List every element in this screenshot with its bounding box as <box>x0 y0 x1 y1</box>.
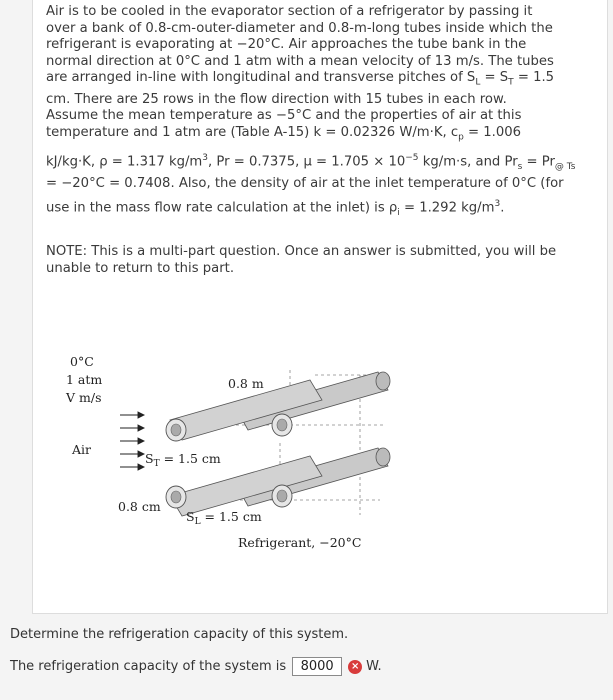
problem-line: use in the mass flow rate calculation at the inlet) is $\rho_i = 1.292$ $kg/m^3$. <box>46 199 505 219</box>
problem-line: Air is to be cooled in the evaporator section of a refrigerator by passing it <box>46 4 533 19</box>
answer-row <box>10 657 382 676</box>
problem-line: refrigerant is evaporating at −20°C. Air approaches the tube bank in the <box>46 37 527 53</box>
problem-line: temperature and 1 atm are (Table A-15) k = 0.02326 W/m·K, $c_p = 1.006$ <box>46 124 522 143</box>
air-label: Air <box>72 442 92 457</box>
tube-length-label: 0.8 m <box>228 376 264 391</box>
refrigerant-label: Refrigerant, −20°C <box>238 535 362 550</box>
inlet-pressure-label: 1 atm <box>66 372 103 387</box>
problem-statement <box>46 4 591 222</box>
inlet-velocity-label: V m/s <box>66 390 102 405</box>
diameter-label: 0.8 cm <box>118 499 161 514</box>
multi-part-note: NOTE: This is a multi-part question. Once an answer is submitted, you will be unable to return to this part. <box>46 244 557 276</box>
problem-line: over a bank of 0.8-cm-outer-diameter and 0.8-m-long tubes inside which the <box>46 20 553 36</box>
problem-line: = −20°C = 0.7408. Also, the density of air at the inlet temperature of 0°C (for <box>46 175 564 191</box>
question-prompt: Determine the refrigeration capacity of this system. <box>10 627 349 642</box>
problem-line: normal direction at 0°C and 1 atm with a mean velocity of 13 m/s. The tubes <box>46 53 554 69</box>
problem-line: cm. There are 25 rows in the flow direction with 15 tubes in each row. <box>46 91 507 107</box>
transverse-pitch-label: $S_T = 1.5$ cm <box>145 451 221 469</box>
problem-line: kJ/kg·K, ρ = 1.317 $kg/m^3$, Pr = 0.7375, $\mu = 1.705 \times 10^{-5}$ kg/m·s, and $Pr_s = Pr_{@ Ts}$ <box>46 153 576 173</box>
answer-prefix: The refrigeration capacity of the system is <box>10 659 287 674</box>
air-arrows <box>120 412 144 470</box>
tube-bank-figure <box>60 350 480 570</box>
problem-line: are arranged in-line with longitudinal and transverse pitches of $S_L = S_T = 1.5$ <box>46 70 555 89</box>
answer-unit: W. <box>366 659 382 674</box>
problem-line: Assume the mean temperature as −5°C and the properties of air at this <box>46 108 522 124</box>
answer-input[interactable]: 8000 <box>292 657 342 676</box>
longitudinal-pitch-label: $S_L = 1.5$ cm <box>186 509 262 527</box>
incorrect-icon: × <box>348 660 362 674</box>
inlet-temp-label: 0°C <box>70 354 94 369</box>
